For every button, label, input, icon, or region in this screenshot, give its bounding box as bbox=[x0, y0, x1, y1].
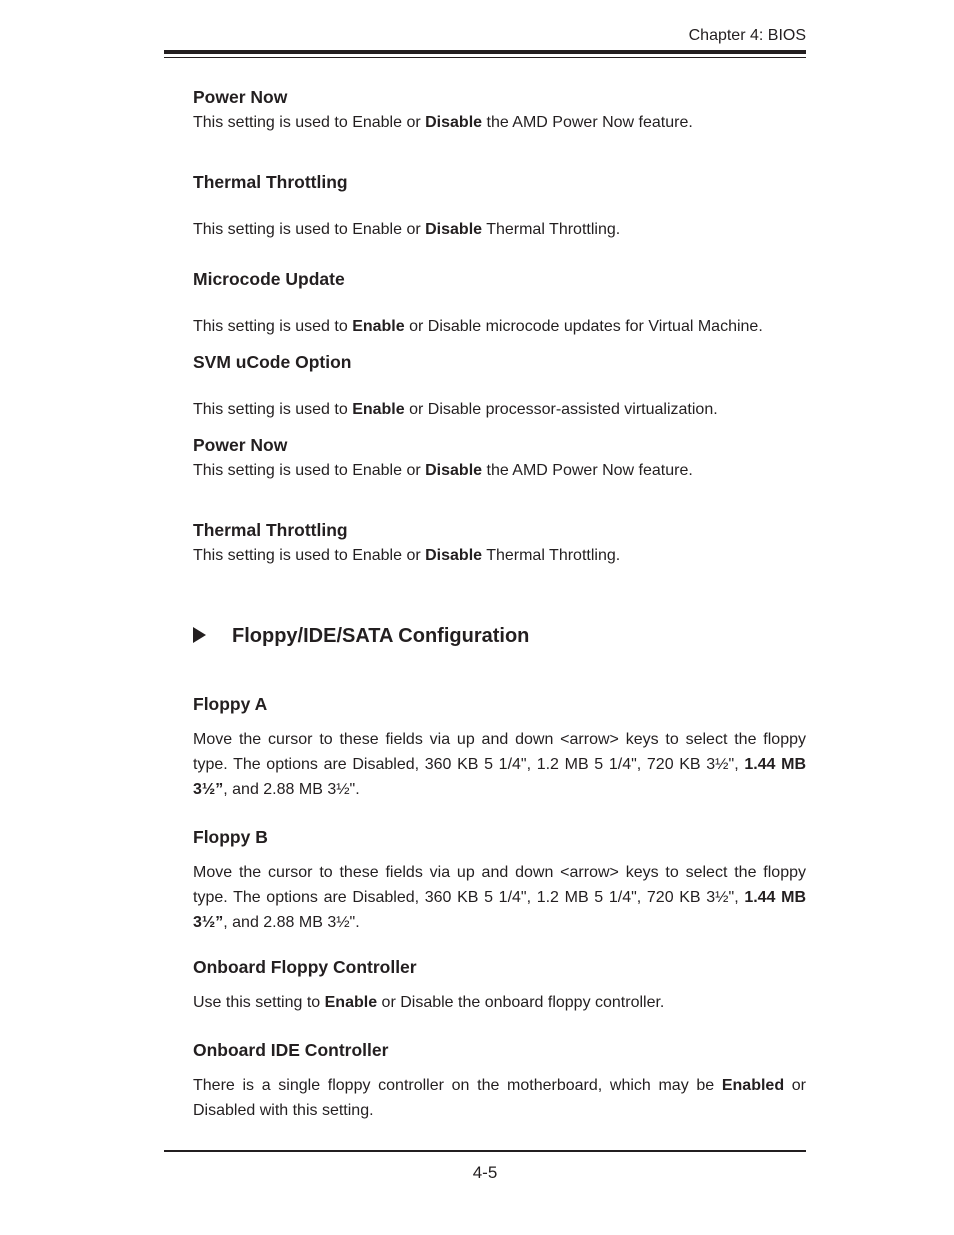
setting-floppy-b bbox=[193, 826, 806, 935]
setting-title: Onboard IDE Controller bbox=[193, 1040, 389, 1060]
setting-description bbox=[193, 458, 806, 483]
description-text: , and 2.88 MB 3½". bbox=[223, 914, 360, 931]
chapter-header: Chapter 4: BIOS bbox=[688, 27, 806, 44]
bold-default-value: Enable bbox=[352, 318, 405, 335]
setting-title: Thermal Throttling bbox=[193, 520, 348, 540]
description-text: This setting is used to Enable or bbox=[193, 462, 426, 479]
setting-title: Floppy B bbox=[193, 827, 268, 847]
bold-default-value: 1.44 MB 3½” bbox=[193, 756, 807, 798]
bold-default-value: Disable bbox=[425, 462, 483, 479]
bold-default-value: Enable bbox=[324, 994, 378, 1011]
setting-svm-ucode-option bbox=[193, 351, 806, 422]
triangle-bullet-icon bbox=[193, 627, 206, 643]
setting-power-now bbox=[193, 86, 806, 135]
description-text: This setting is used to Enable or bbox=[193, 114, 426, 131]
bold-default-value: Disable bbox=[425, 114, 483, 131]
setting-description bbox=[193, 990, 806, 1015]
description-text: This setting is used to Enable or bbox=[193, 547, 426, 564]
section-heading bbox=[193, 623, 529, 649]
setting-microcode-update bbox=[193, 268, 806, 339]
description-text: Move the cursor to these fields via up and down <arrow> keys to select the floppy type. The options are Disabled, 360 KB 5 1/4", 1.2 MB 5 1/4", 720 KB 3½", bbox=[193, 731, 806, 773]
setting-power-now-2 bbox=[193, 434, 806, 483]
setting-thermal-throttling-2 bbox=[193, 519, 806, 568]
setting-description bbox=[193, 543, 806, 568]
description-text: or Disable microcode updates for Virtual Machine. bbox=[404, 318, 763, 335]
header-rule-thin bbox=[164, 57, 806, 58]
header-rule-thick bbox=[164, 50, 806, 54]
bold-default-value: Disable bbox=[425, 547, 483, 564]
setting-title: Floppy A bbox=[193, 694, 268, 714]
footer-rule bbox=[164, 1150, 806, 1152]
bold-default-value: Disable bbox=[425, 221, 483, 238]
setting-description bbox=[193, 1073, 806, 1123]
setting-onboard-ide-controller bbox=[193, 1039, 806, 1123]
setting-description bbox=[193, 110, 806, 135]
bold-default-value: 1.44 MB 3½” bbox=[193, 889, 807, 931]
setting-floppy-a bbox=[193, 693, 806, 802]
description-text: This setting is used to bbox=[193, 318, 353, 335]
description-text: Use this setting to bbox=[193, 994, 325, 1011]
setting-description bbox=[193, 217, 806, 242]
description-text: Move the cursor to these fields via up and down <arrow> keys to select the floppy type. The options are Disabled, 360 KB 5 1/4", 1.2 MB 5 1/4", 720 KB 3½", bbox=[193, 864, 806, 906]
setting-title: Microcode Update bbox=[193, 269, 345, 289]
setting-description bbox=[193, 314, 806, 339]
description-text: Thermal Throttling. bbox=[482, 221, 621, 238]
setting-title: SVM uCode Option bbox=[193, 352, 352, 372]
description-text: the AMD Power Now feature. bbox=[482, 114, 693, 131]
section-title-text: Floppy/IDE/SATA Configuration bbox=[232, 625, 530, 647]
description-text: the AMD Power Now feature. bbox=[482, 462, 693, 479]
setting-description bbox=[193, 860, 806, 935]
setting-onboard-floppy-controller bbox=[193, 956, 806, 1015]
setting-description bbox=[193, 727, 806, 802]
setting-thermal-throttling bbox=[193, 171, 806, 242]
bold-default-value: Enable bbox=[352, 401, 405, 418]
setting-description bbox=[193, 397, 806, 422]
description-text: This setting is used to bbox=[193, 401, 353, 418]
bold-default-value: Enabled bbox=[721, 1077, 785, 1094]
setting-title: Thermal Throttling bbox=[193, 172, 348, 192]
description-text: This setting is used to Enable or bbox=[193, 221, 426, 238]
description-text: , and 2.88 MB 3½". bbox=[223, 781, 360, 798]
description-text: or Disabled with this setting. bbox=[193, 1077, 807, 1119]
page-number: 4-5 bbox=[472, 1163, 498, 1182]
description-text: Thermal Throttling. bbox=[482, 547, 621, 564]
setting-title: Onboard Floppy Controller bbox=[193, 957, 417, 977]
description-text: There is a single floppy controller on the motherboard, which may be bbox=[193, 1077, 722, 1094]
setting-title: Power Now bbox=[193, 87, 288, 107]
description-text: or Disable processor-assisted virtualization. bbox=[404, 401, 718, 418]
description-text: or Disable the onboard floppy controller. bbox=[377, 994, 665, 1011]
setting-title: Power Now bbox=[193, 435, 288, 455]
